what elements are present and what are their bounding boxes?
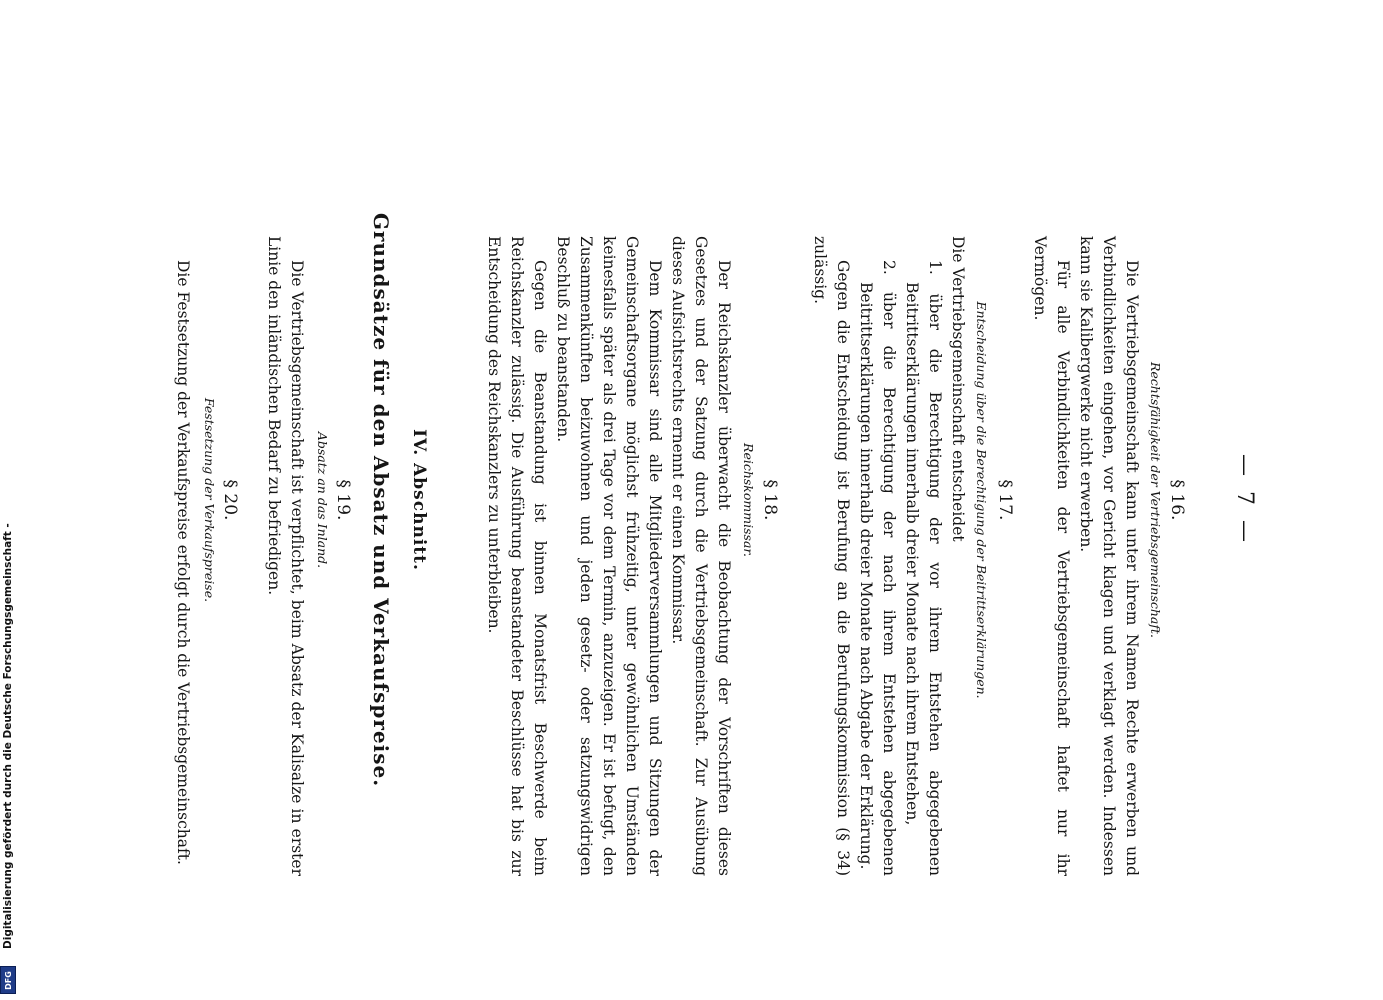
section-19-body	[262, 236, 308, 876]
section-19-heading: § 19.	[333, 479, 353, 521]
dfg-logo-text: DFG	[3, 970, 13, 990]
section-19-caption: Absatz an das Inland.	[315, 431, 330, 569]
digitization-credit	[2, 523, 14, 995]
section-20-heading: § 20.	[220, 479, 240, 521]
section-16-paragraph: Für alle Verbindlichkeiten der Vertriebsgemeinschaft haftet nur ihr Vermögen.	[1031, 236, 1072, 876]
section-16-heading: § 16.	[1167, 479, 1187, 521]
digitization-credit-text: Digitalisierung gefördert durch die Deutsche Forschungsgemeinschaft -	[2, 523, 14, 949]
section-18-paragraph: Der Reichskanzler überwacht die Beobachtung der Vorschriften dieses Gesetzes und der Satzung durch die Vertriebsgemeinschaft. Zur Ausübung dieses Aufsichtsrechts ernennt er einen Kommissar.	[669, 236, 733, 876]
section-17-body	[808, 236, 969, 876]
section-17-item: 2. über die Berechtigung der nach ihrem Entstehen abgegebenen Beitrittserklärungen innerhalb dreier Monate nach Abgabe der Erklärung.	[857, 260, 898, 876]
page-number-text: — 7 —	[1232, 454, 1257, 546]
section-20-body	[171, 236, 194, 876]
section-17-item: 1. über die Berechtigung der vor ihrem Entstehen abgegebenen Beitrittserklärungen innerhalb dreier Monate nach ihrem Entstehen,	[903, 260, 944, 876]
dfg-logo	[0, 966, 16, 994]
section-18-body	[482, 236, 735, 876]
chapter-title: Grundsätze für den Absatz und Verkaufspreise.	[369, 212, 393, 788]
section-20-paragraph: Die Festsetzung der Verkaufspreise erfolgt durch die Vertriebsgemeinschaft.	[174, 260, 192, 865]
section-16-caption: Rechtsfähigkeit der Vertriebsgemeinschaft.	[1148, 361, 1163, 639]
section-18-paragraph: Dem Kommissar sind alle Mitgliederversammlungen und Sitzungen der Gemeinschaftsorgane möglichst frühzeitig, unter gewöhnlichen Umständen keinesfalls später als drei Tage vor dem Termin, anzuzeigen. Er ist befugt, den Zusammenkünften beizuwohnen und jeden gesetz- oder satzungswidrigen Beschluß zu beanstanden.	[554, 236, 664, 876]
section-16-paragraph: Die Vertriebsgemeinschaft kann unter ihrem Namen Rechte erwerben und Verbindlichkeiten eingehen, vor Gericht klagen und verklagt werden. Indessen kann sie Kalibergwerke nicht erwerben.	[1077, 236, 1141, 876]
section-18-heading: § 18.	[760, 479, 780, 521]
chapter-number: IV. Abschnitt.	[409, 429, 429, 571]
section-17-closing: Gegen die Entscheidung ist Berufung an die Berufungskommission (§ 34) zulässig.	[811, 236, 852, 876]
section-20-caption: Festsetzung der Verkaufspreise.	[202, 397, 217, 603]
section-18-paragraph: Gegen die Beanstandung ist binnen Monatsfrist Beschwerde beim Reichskanzler zulässig. Die Ausführung beanstandeter Beschlüsse hat bis zur Entscheidung des Reichskanzlers zu unterbleiben.	[485, 236, 549, 876]
section-18-caption: Reichskommissar.	[741, 443, 756, 557]
section-19-paragraph: Die Vertriebsgemeinschaft ist verpflichtet, beim Absatz der Kalisalze in erster Linie den inländischen Bedarf zu befriedigen.	[265, 236, 306, 876]
section-17-heading: § 17.	[995, 479, 1015, 521]
section-17-intro: Die Vertriebsgemeinschaft entscheidet	[949, 236, 967, 542]
section-17-caption: Entscheidung über die Berechtigung der Beitrittserklärungen.	[974, 301, 989, 699]
section-16-body	[1028, 236, 1143, 876]
